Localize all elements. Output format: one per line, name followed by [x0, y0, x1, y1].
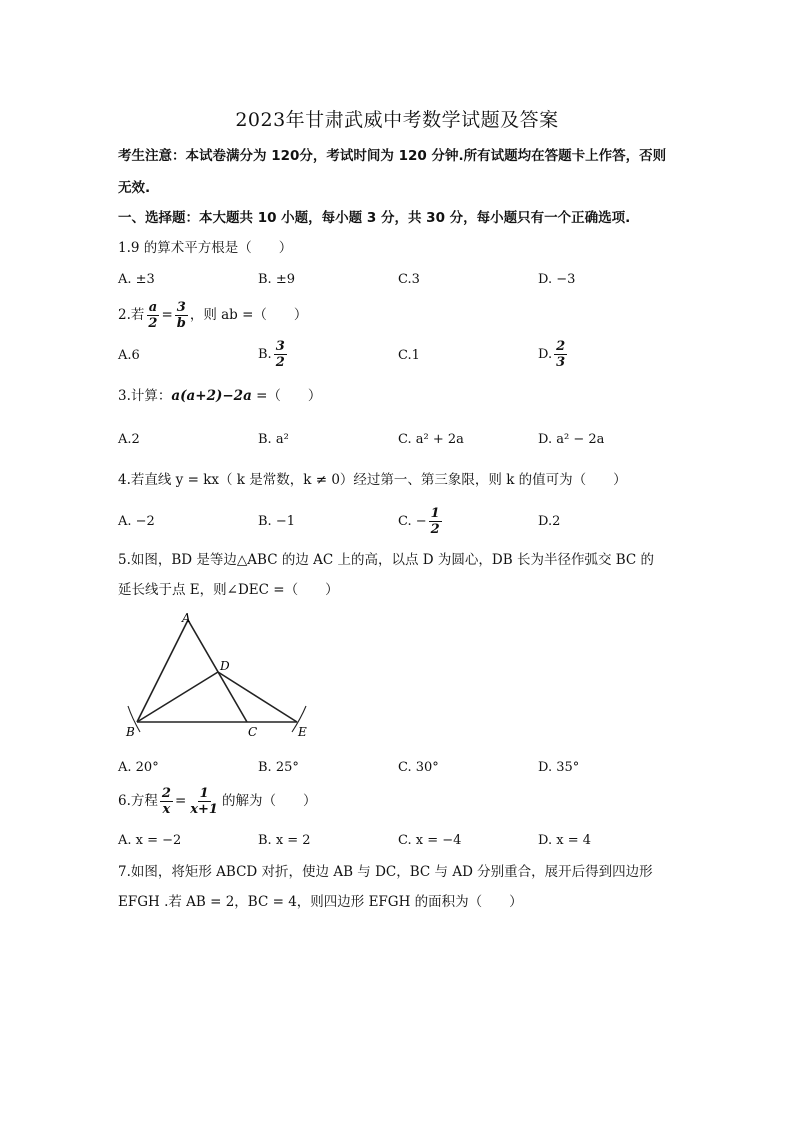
section-heading: 一、选择题：本大题共 10 小题，每小题 3 分，共 30 分，每小题只有一个正确选项. [118, 210, 631, 226]
q4-option-a: A. −2 [118, 514, 155, 529]
q3-expression: a(a+2)−2a [171, 388, 252, 404]
q2-f1-num: a [148, 300, 158, 315]
q2-optd-num: 2 [556, 339, 566, 354]
q6-f1-den: x [162, 802, 171, 817]
q1-option-a: A. ±3 [118, 272, 155, 287]
q2-suffix: ，则 ab =（ ） [189, 307, 308, 323]
q2-fraction-1 [146, 300, 159, 331]
q6-f2-den: x+1 [190, 802, 218, 817]
q2-optb-prefix: B. [258, 347, 272, 362]
page-title: 2023年甘肃武威中考数学试题及答案 [235, 109, 559, 131]
notice-line-1: 考生注意：本试卷满分为 120分，考试时间为 120 分钟.所有试题均在答题卡上作答，否则 [118, 148, 667, 164]
q2-option-c: C.1 [398, 348, 420, 363]
q6-prefix: 6.方程 [118, 793, 158, 809]
question-5-line-2: 延长线于点 E，则∠DEC =（ ） [118, 582, 339, 598]
q6-f2-num: 1 [199, 786, 209, 801]
q3-option-a: A.2 [118, 432, 140, 447]
question-5-line-1: 5.如图，BD 是等边△ABC 的边 AC 上的高，以点 D 为圆心，DB 长为半径作弧交 BC 的 [118, 552, 655, 568]
q3-option-b: B. a² [258, 432, 289, 447]
q6-f1-num: 2 [161, 786, 171, 801]
q5-option-a: A. 20° [118, 760, 159, 775]
segment-de [218, 672, 297, 722]
question-6-stem [118, 784, 316, 818]
q4-option-c [398, 505, 444, 539]
q6-option-d: D. x = 4 [538, 833, 591, 848]
q4-optc-den: 2 [430, 522, 440, 537]
q6-eq: = [174, 793, 187, 809]
q3-option-d: D. a² − 2a [538, 432, 605, 447]
q2-fraction-2 [175, 300, 188, 331]
q5-option-b: B. 25° [258, 760, 299, 775]
q6-option-c: C. x = −4 [398, 833, 462, 848]
q2-option-a: A.6 [118, 348, 140, 363]
q4-option-d: D.2 [538, 514, 561, 529]
q2-option-d [538, 338, 569, 372]
q3-prefix: 3.计算： [118, 388, 172, 404]
q2-optb-den: 2 [275, 355, 285, 370]
label-e: E [298, 725, 307, 739]
edge-ac [188, 620, 247, 722]
q2-f1-den: 2 [148, 316, 158, 331]
label-d: D [220, 659, 230, 673]
q2-prefix: 2.若 [118, 307, 145, 323]
q3-suffix: =（ ） [251, 388, 322, 404]
q2-f2-num: 3 [176, 300, 186, 315]
q6-option-a: A. x = −2 [118, 833, 182, 848]
label-a: A [182, 611, 191, 625]
q1-option-c: C.3 [398, 272, 420, 287]
q3-option-c: C. a² + 2a [398, 432, 464, 447]
q2-eq: = [161, 307, 173, 323]
notice-line-2: 无效. [118, 180, 151, 196]
question-1-stem: 1.9 的算术平方根是（ ） [118, 240, 293, 256]
q2-optb-fraction [274, 339, 287, 370]
q4-optc-prefix: C. − [398, 514, 427, 529]
label-c: C [248, 725, 258, 739]
question-7-line-1: 7.如图，将矩形 ABCD 对折，使边 AB 与 DC，BC 与 AD 分别重合，展开后得到四边形 [118, 864, 653, 880]
q2-f2-den: b [176, 316, 186, 331]
triangle-figure [120, 610, 320, 740]
q6-fraction-1 [160, 786, 173, 817]
q2-option-b [258, 338, 289, 372]
q4-optc-fraction [429, 506, 442, 537]
question-7-line-2: EFGH .若 AB = 2，BC = 4，则四边形 EFGH 的面积为（ ） [118, 894, 523, 910]
q1-option-d: D. −3 [538, 272, 576, 287]
q6-suffix: 的解为（ ） [221, 793, 317, 809]
question-3-stem [118, 386, 321, 406]
q2-optd-den: 3 [556, 355, 566, 370]
q1-option-b: B. ±9 [258, 272, 295, 287]
q5-option-d: D. 35° [538, 760, 580, 775]
question-4-stem: 4.若直线 y = kx（ k 是常数，k ≠ 0）经过第一、第三象限，则 k 的值可为（ ） [118, 472, 627, 488]
q2-optd-fraction [554, 339, 567, 370]
question-2-stem [118, 298, 307, 332]
label-b: B [126, 725, 135, 739]
q4-option-b: B. −1 [258, 514, 295, 529]
q6-option-b: B. x = 2 [258, 833, 311, 848]
q6-fraction-2 [188, 786, 220, 817]
q2-optb-num: 3 [275, 339, 285, 354]
q4-optc-num: 1 [430, 506, 440, 521]
q2-optd-prefix: D. [538, 347, 553, 362]
q5-option-c: C. 30° [398, 760, 439, 775]
